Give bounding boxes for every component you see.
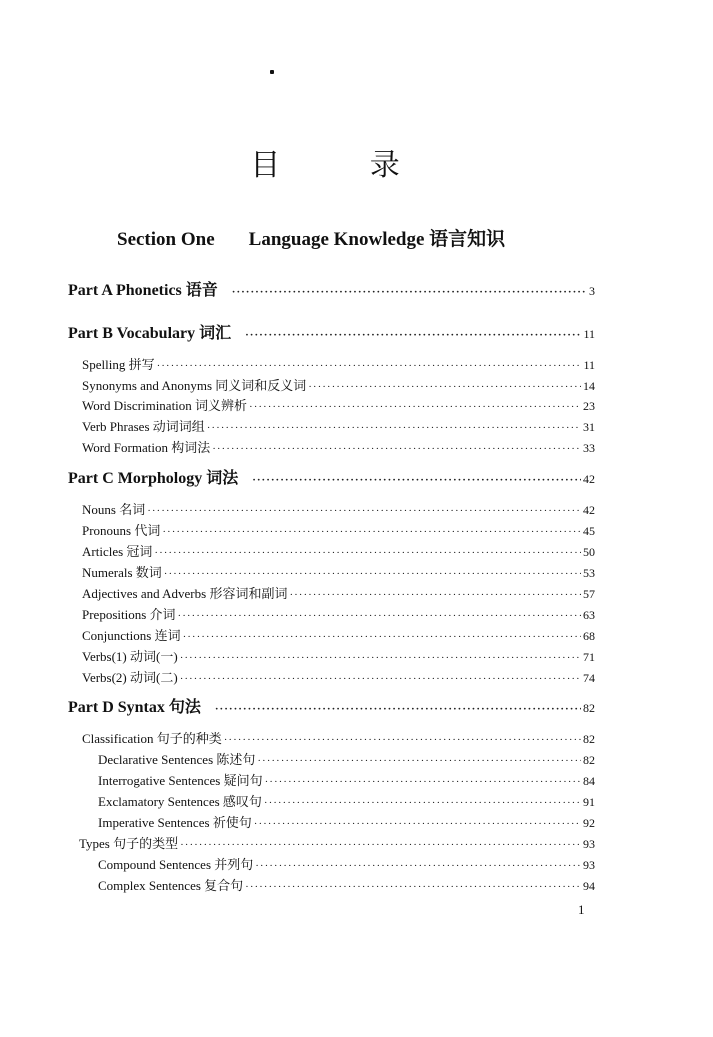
dot-leader xyxy=(212,443,581,455)
dot-leader xyxy=(245,881,581,893)
toc-entry-label: Synonyms and Anonyms 同义词和反义词 xyxy=(82,378,307,393)
toc-entry-page: 11 xyxy=(583,327,595,341)
dot-leader xyxy=(257,755,581,767)
toc-entry-page: 57 xyxy=(583,587,595,601)
toc-entry-page: 82 xyxy=(583,701,595,715)
toc-entry-page: 50 xyxy=(583,545,595,559)
toc-entry xyxy=(82,583,595,602)
toc-entry xyxy=(82,437,595,456)
toc-entry-label: Verbs(2) 动词(二) xyxy=(82,670,178,685)
toc-entry-page: 93 xyxy=(583,837,595,851)
toc-entry-page: 68 xyxy=(583,629,595,643)
toc-entry xyxy=(82,520,595,539)
toc-entry-label: Declarative Sentences 陈述句 xyxy=(98,752,256,767)
toc-entry xyxy=(82,499,595,518)
toc-entry xyxy=(98,854,595,873)
dot-leader xyxy=(254,818,581,830)
dot-leader xyxy=(264,797,581,809)
toc-entry-label: Conjunctions 连词 xyxy=(82,628,181,643)
toc-entry xyxy=(98,770,595,789)
dot-leader xyxy=(252,474,581,486)
toc-entry-label: Word Formation 构词法 xyxy=(82,440,211,455)
toc-entry-page: 93 xyxy=(583,858,595,872)
page-title: 目 录 xyxy=(250,148,440,183)
dot-leader xyxy=(183,631,581,643)
toc-entry-label: Interrogative Sentences 疑问句 xyxy=(98,773,263,788)
toc-entry-label: Numerals 数词 xyxy=(82,565,162,580)
toc-part-entry xyxy=(68,465,595,488)
toc-entry-label: Pronouns 代词 xyxy=(82,523,161,538)
dot-leader xyxy=(157,360,582,372)
toc-entry-page: 42 xyxy=(583,472,595,486)
dot-leader xyxy=(180,839,581,851)
toc-entry-page: 84 xyxy=(583,774,595,788)
toc-entry xyxy=(82,395,595,414)
dot-leader xyxy=(265,776,581,788)
dot-leader xyxy=(147,505,581,517)
toc-entry-label: Exclamatory Sentences 感叹句 xyxy=(98,794,262,809)
toc-entry-label: Part C Morphology 词法 xyxy=(68,470,239,487)
dot-leader xyxy=(164,568,581,580)
dot-leader xyxy=(255,860,581,872)
toc-entry-page: 63 xyxy=(583,608,595,622)
section-number: Section One xyxy=(117,229,215,250)
dot-leader xyxy=(245,329,581,341)
toc-entry-label: Types 句子的类型 xyxy=(79,836,179,851)
toc-entry xyxy=(82,625,595,644)
toc-entry-page: 92 xyxy=(583,816,595,830)
toc-entry-label: Imperative Sentences 祈使句 xyxy=(98,815,252,830)
toc-entry-label: Compound Sentences 并列句 xyxy=(98,857,254,872)
dot-leader xyxy=(180,673,581,685)
toc-entry xyxy=(82,667,595,686)
toc-entry-label: Verb Phrases 动词词组 xyxy=(82,419,205,434)
toc-entry-label: Classification 句子的种类 xyxy=(82,731,222,746)
toc-entry-label: Nouns 名词 xyxy=(82,502,146,517)
toc-entry xyxy=(98,812,595,831)
toc-entry xyxy=(82,354,595,373)
dot-leader xyxy=(180,652,581,664)
toc-entry-page: 31 xyxy=(583,420,595,434)
toc-entry xyxy=(82,416,595,435)
toc-entry-label: Part D Syntax 句法 xyxy=(68,699,201,716)
toc-entry-page: 82 xyxy=(583,753,595,767)
section-name: Language Knowledge 语言知识 xyxy=(248,229,506,250)
toc-entry-label: Articles 冠词 xyxy=(82,544,153,559)
toc-entry xyxy=(98,875,595,894)
toc-entry-page: 94 xyxy=(583,879,595,893)
dot-leader xyxy=(308,381,581,393)
toc-entry xyxy=(98,749,595,768)
toc-entry-page: 53 xyxy=(583,566,595,580)
toc-entry-page: 42 xyxy=(583,503,595,517)
toc-entry-page: 82 xyxy=(583,732,595,746)
toc-part-entry xyxy=(68,277,595,300)
dot-leader xyxy=(215,703,581,715)
dot-leader xyxy=(162,526,581,538)
dot-leader xyxy=(249,401,581,413)
ink-dot xyxy=(270,70,274,74)
toc-entry-label: Verbs(1) 动词(一) xyxy=(82,649,178,664)
toc-entry xyxy=(82,604,595,623)
toc-part-entry xyxy=(68,320,595,343)
dot-leader xyxy=(178,610,581,622)
toc-entry xyxy=(82,646,595,665)
toc-entry-page: 71 xyxy=(583,650,595,664)
dot-leader xyxy=(232,286,587,298)
toc-entry-label: Word Discrimination 词义辨析 xyxy=(82,398,248,413)
toc-entry xyxy=(82,541,595,560)
toc-entry-label: Complex Sentences 复合句 xyxy=(98,878,244,893)
toc-entry-page: 91 xyxy=(583,795,595,809)
page-number: 1 xyxy=(578,902,585,917)
toc-entry-label: Part A Phonetics 语音 xyxy=(68,282,218,299)
toc-entry xyxy=(82,562,595,581)
toc-entry xyxy=(79,833,595,852)
toc-entry-label: Part B Vocabulary 词汇 xyxy=(68,325,232,342)
toc-entry-page: 23 xyxy=(583,399,595,413)
toc-entry xyxy=(98,791,595,810)
toc-entry-page: 74 xyxy=(583,671,595,685)
dot-leader xyxy=(154,547,581,559)
toc-entry-label: Spelling 拼写 xyxy=(82,357,155,372)
dot-leader xyxy=(207,422,581,434)
toc-entry-page: 33 xyxy=(583,441,595,455)
dot-leader xyxy=(224,734,581,746)
toc-entry-page: 14 xyxy=(583,379,595,393)
dot-leader xyxy=(289,589,581,601)
toc-part-entry xyxy=(68,694,595,717)
toc-entry xyxy=(82,728,595,747)
section-heading xyxy=(117,224,505,251)
toc-entry-page: 11 xyxy=(583,358,595,372)
toc-entry xyxy=(82,375,595,394)
toc-entry-label: Prepositions 介词 xyxy=(82,607,176,622)
toc-entry-label: Adjectives and Adverbs 形容词和副词 xyxy=(82,586,288,601)
toc-entry-page: 3 xyxy=(589,284,595,298)
toc-entry-page: 45 xyxy=(583,524,595,538)
